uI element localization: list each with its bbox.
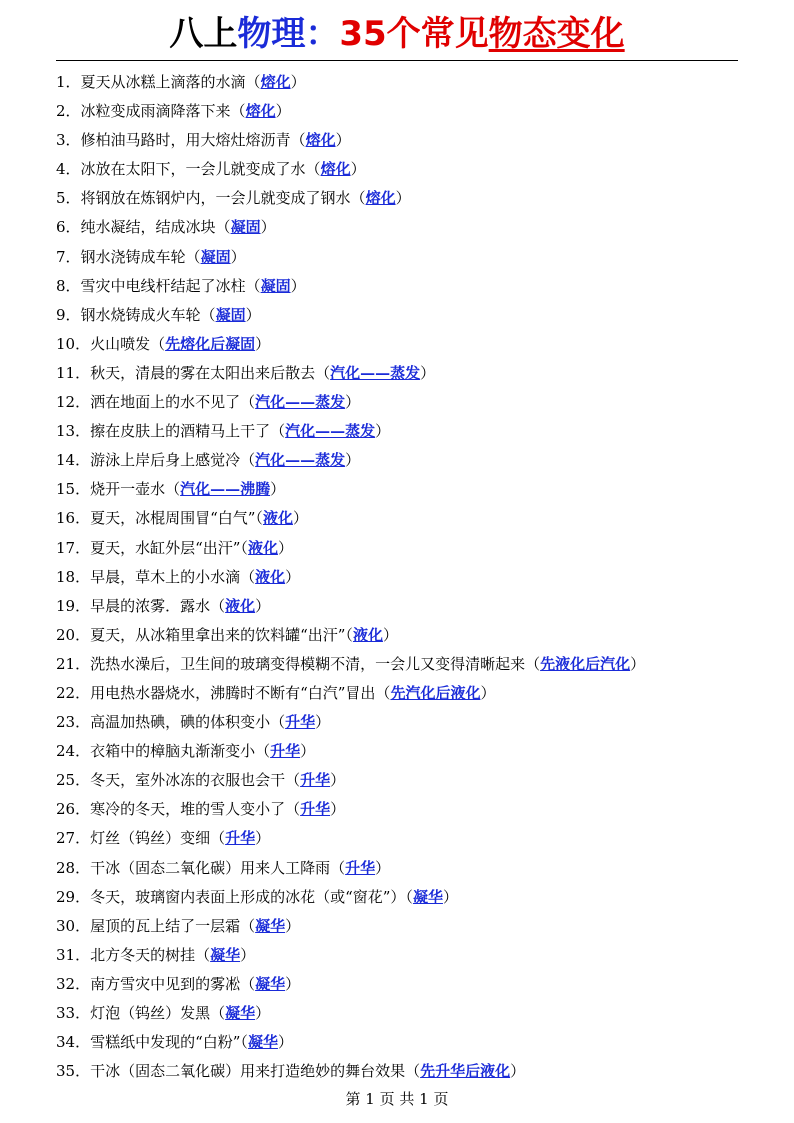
item-text: 洒在地面上的水不见了（ (90, 393, 256, 412)
item-close-paren: ） (255, 596, 271, 615)
item-text: 夏天从冰糕上滴落的水滴（ (80, 73, 261, 91)
item-close-paren: ） (330, 800, 346, 819)
item-answer: 凝华 (225, 1004, 256, 1022)
list-item (56, 679, 746, 708)
item-answer: 凝华 (210, 945, 241, 964)
item-text: 纯水凝结，结成冰块（ (80, 218, 231, 237)
item-answer: 凝华 (412, 887, 443, 906)
item-text: 屋顶的瓦上结了一层霜（ (90, 916, 256, 935)
item-close-paren: ） (240, 945, 256, 964)
item-answer: 先熔化后凝固 (165, 334, 256, 353)
list-item (56, 563, 746, 592)
item-answer: 熔化 (365, 189, 396, 208)
item-text: 灯丝（钨丝）变细（ (90, 829, 226, 848)
item-close-paren: ） (255, 334, 271, 353)
item-close-paren: ） (277, 1033, 293, 1052)
item-text: 高温加热碘，碘的体积变小（ (90, 713, 286, 732)
item-answer: 先液化后汽化 (540, 654, 631, 673)
item-close-paren: ） (345, 393, 361, 412)
item-answer: 熔化 (260, 73, 291, 91)
item-close-paren: ） (290, 276, 306, 295)
item-text: 南方雪灾中见到的雾凇（ (90, 974, 256, 993)
item-close-paren: ） (230, 247, 246, 266)
item-number: 25． (56, 771, 91, 790)
item-close-paren: ） (285, 916, 301, 935)
item-close-paren: ） (480, 683, 496, 702)
item-answer: 汽化——沸腾 (180, 480, 271, 499)
list-item (56, 824, 746, 853)
item-close-paren: ） (335, 131, 351, 150)
item-text: 夏天，水缸外层“出汗”（ (90, 538, 248, 557)
item-answer: 汽化——蒸发 (255, 451, 346, 470)
list-item (56, 941, 746, 970)
item-text: 早晨的浓雾．露水（ (90, 596, 226, 615)
list-item (56, 621, 746, 650)
title-part-topic: 物态变化 (488, 14, 625, 54)
list-item (56, 592, 746, 621)
item-text: 北方冬天的树挂（ (90, 945, 211, 964)
list-item (56, 708, 746, 737)
list-item (56, 854, 746, 883)
item-number: 8． (56, 276, 81, 295)
item-number: 22． (56, 683, 91, 702)
item-number: 24． (56, 742, 91, 761)
list-item (56, 970, 746, 999)
item-answer: 凝固 (260, 276, 291, 295)
item-close-paren: ） (260, 218, 276, 237)
item-number: 33． (56, 1004, 91, 1022)
item-answer: 升华 (345, 858, 376, 877)
item-number: 34． (56, 1033, 91, 1052)
list-item (56, 243, 746, 272)
item-answer: 凝华 (255, 916, 286, 935)
item-answer: 液化 (247, 538, 278, 557)
item-number: 3． (56, 131, 81, 150)
list-item (56, 1028, 746, 1057)
item-answer: 凝固 (200, 247, 231, 266)
item-number: 2． (56, 102, 81, 121)
item-answer: 先升华后液化 (420, 1062, 511, 1081)
item-number: 7． (56, 247, 81, 266)
item-text: 秋天，清晨的雾在太阳出来后散去（ (90, 363, 331, 382)
item-text: 冬天，玻璃窗内表面上形成的冰花（或“窗花”）（ (90, 887, 413, 906)
item-answer: 液化 (255, 567, 286, 586)
page-footer: 第 1 页 共 1 页 (345, 1090, 449, 1108)
item-number: 13． (56, 422, 91, 441)
list-item (56, 766, 746, 795)
item-answer: 升华 (270, 742, 301, 761)
item-answer: 汽化——蒸发 (255, 393, 346, 412)
item-close-paren: ） (510, 1062, 526, 1081)
item-answer: 汽化——蒸发 (285, 422, 376, 441)
item-close-paren: ） (255, 829, 271, 848)
list-item (56, 388, 746, 417)
list-item (56, 68, 746, 97)
list-item (56, 534, 746, 563)
item-number: 30． (56, 916, 91, 935)
item-text: 钢水烧铸成火车轮（ (80, 305, 216, 324)
item-number: 16． (56, 509, 91, 528)
item-text: 干冰（固态二氧化碳）用来人工降雨（ (90, 858, 346, 877)
item-close-paren: ） (330, 771, 346, 790)
list-item (56, 213, 746, 242)
item-number: 21． (56, 654, 91, 673)
item-number: 29． (56, 887, 91, 906)
list-item (56, 184, 746, 213)
item-text: 钢水浇铸成车轮（ (80, 247, 201, 266)
item-text: 冰粒变成雨滴降落下来（ (80, 102, 246, 121)
item-text: 冬天，室外冰冻的衣服也会干（ (90, 771, 301, 790)
item-close-paren: ） (345, 451, 361, 470)
item-answer: 汽化——蒸发 (330, 363, 421, 382)
item-text: 雪糕纸中发现的“白粉”（ (90, 1033, 248, 1052)
item-close-paren: ） (285, 567, 301, 586)
item-close-paren: ） (292, 509, 308, 528)
list-item (56, 475, 746, 504)
item-close-paren: ） (277, 538, 293, 557)
item-number: 5． (56, 189, 81, 208)
list-item (56, 155, 746, 184)
item-text: 用电热水器烧水，沸腾时不断有“白汽”冒出（ (90, 683, 391, 702)
item-text: 游泳上岸后身上感觉冷（ (90, 451, 256, 470)
title-part-count: 35个常见 (339, 14, 489, 54)
item-text: 烧开一壶水（ (90, 480, 181, 499)
item-text: 灯泡（钨丝）发黑（ (90, 1004, 226, 1022)
item-text: 冰放在太阳下，一会儿就变成了水（ (80, 160, 321, 179)
list-item (56, 650, 746, 679)
item-close-paren: ） (395, 189, 411, 208)
item-text: 夏天，冰棍周围冒“白气”（ (90, 509, 263, 528)
item-close-paren: ） (442, 887, 458, 906)
item-close-paren: ） (255, 1004, 271, 1022)
item-close-paren: ） (382, 625, 398, 644)
title-divider (56, 60, 738, 61)
item-answer: 液化 (352, 625, 383, 644)
item-number: 26． (56, 800, 91, 819)
item-answer: 液化 (262, 509, 293, 528)
item-close-paren: ） (245, 305, 261, 324)
item-number: 9． (56, 305, 81, 324)
list-item (56, 446, 746, 475)
list-item (56, 883, 746, 912)
item-close-paren: ） (275, 102, 291, 121)
item-close-paren: ） (290, 73, 306, 91)
item-close-paren: ） (300, 742, 316, 761)
list-item (56, 737, 746, 766)
list-item (56, 912, 746, 941)
list-item (56, 330, 746, 359)
item-close-paren: ） (375, 422, 391, 441)
item-text: 将钢放在炼钢炉内，一会儿就变成了钢水（ (80, 189, 366, 208)
page-title (0, 10, 794, 58)
item-answer: 凝固 (215, 305, 246, 324)
item-number: 17． (56, 538, 91, 557)
list-item (56, 999, 746, 1028)
item-text: 衣箱中的樟脑丸渐渐变小（ (90, 742, 271, 761)
title-part-grade: 八上 (169, 14, 238, 54)
item-close-paren: ） (285, 974, 301, 993)
item-answer: 熔化 (245, 102, 276, 121)
item-close-paren: ） (350, 160, 366, 179)
item-text: 火山喷发（ (90, 334, 166, 353)
item-number: 10． (56, 334, 91, 353)
item-number: 11． (56, 363, 91, 382)
item-answer: 凝固 (230, 218, 261, 237)
item-text: 擦在皮肤上的酒精马上干了（ (90, 422, 286, 441)
item-close-paren: ） (420, 363, 436, 382)
item-close-paren: ） (270, 480, 286, 499)
item-answer: 先汽化后液化 (390, 683, 481, 702)
item-answer: 液化 (225, 596, 256, 615)
item-close-paren: ） (375, 858, 391, 877)
item-answer: 升华 (300, 800, 331, 819)
list-item (56, 417, 746, 446)
item-number: 12． (56, 393, 91, 412)
phase-change-list (56, 68, 746, 1086)
list-item (56, 359, 746, 388)
item-text: 洗热水澡后，卫生间的玻璃变得模糊不清，一会儿又变得清晰起来（ (90, 654, 541, 673)
title-part-subject: 物理： (237, 14, 340, 54)
list-item (56, 1057, 746, 1086)
list-item (56, 301, 746, 330)
item-answer: 熔化 (320, 160, 351, 179)
item-text: 修柏油马路时，用大熔灶熔沥青（ (80, 131, 306, 150)
item-answer: 升华 (300, 771, 331, 790)
item-answer: 熔化 (305, 131, 336, 150)
item-number: 28． (56, 858, 91, 877)
list-item (56, 795, 746, 824)
item-answer: 凝华 (255, 974, 286, 993)
item-number: 19． (56, 596, 91, 615)
item-answer: 凝华 (247, 1033, 278, 1052)
item-number: 4． (56, 160, 81, 179)
item-number: 14． (56, 451, 91, 470)
list-item (56, 97, 746, 126)
item-number: 20． (56, 625, 91, 644)
item-text: 早晨，草木上的小水滴（ (90, 567, 256, 586)
item-number: 35． (56, 1062, 91, 1081)
item-number: 6． (56, 218, 81, 237)
item-close-paren: ） (630, 654, 646, 673)
item-number: 15． (56, 480, 91, 499)
item-number: 31． (56, 945, 91, 964)
item-text: 雪灾中电线杆结起了冰柱（ (80, 276, 261, 295)
item-answer: 升华 (225, 829, 256, 848)
item-number: 1． (56, 73, 81, 91)
item-number: 18． (56, 567, 91, 586)
item-text: 夏天，从冰箱里拿出来的饮料罐“出汗”（ (90, 625, 353, 644)
list-item (56, 126, 746, 155)
item-text: 干冰（固态二氧化碳）用来打造绝妙的舞台效果（ (90, 1062, 421, 1081)
list-item (56, 504, 746, 533)
item-text: 寒冷的冬天，堆的雪人变小了（ (90, 800, 301, 819)
item-close-paren: ） (315, 713, 331, 732)
item-answer: 升华 (285, 713, 316, 732)
list-item (56, 272, 746, 301)
item-number: 32． (56, 974, 91, 993)
item-number: 23． (56, 713, 91, 732)
item-number: 27． (56, 829, 91, 848)
